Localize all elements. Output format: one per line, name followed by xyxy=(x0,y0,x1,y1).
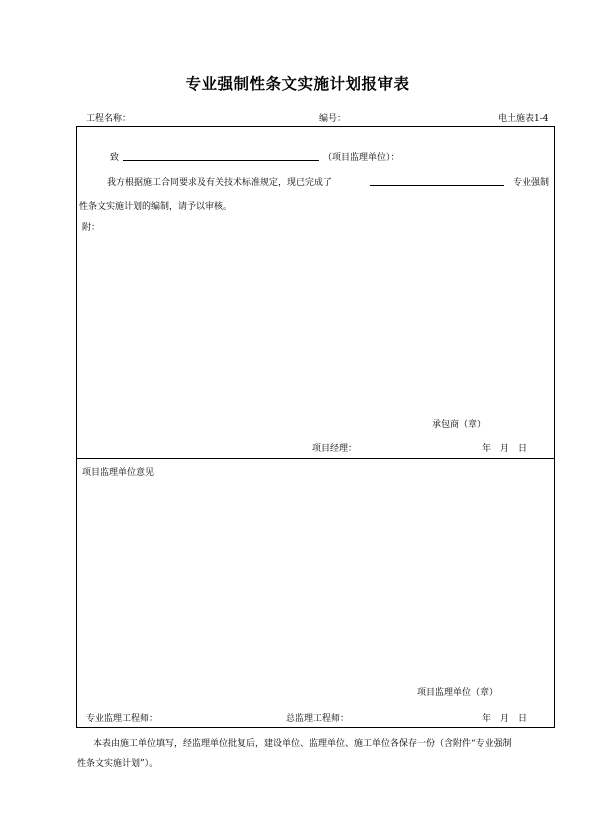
contractor-seal-label: 承包商（章） xyxy=(432,420,487,430)
project-manager-label: 项目经理： xyxy=(312,444,358,454)
supervision-opinion-label: 项目监理单位意见 xyxy=(82,468,155,478)
footnote-line2: 性条文实施计划”）。 xyxy=(77,759,159,769)
submission-body-line1-tail: 专业强制 xyxy=(513,178,550,188)
project-name-label: 工程名称： xyxy=(86,114,132,124)
specialist-engineer-label: 专业监理工程师： xyxy=(86,714,159,724)
review-form-table xyxy=(76,126,555,728)
recipient-suffix: （项目监理单位）： xyxy=(323,153,400,163)
attachment-label: 附： xyxy=(82,223,101,233)
form-code: 电土施表1-4 xyxy=(498,114,549,124)
review-date-label: 年 月 日 xyxy=(482,714,528,724)
chief-engineer-label: 总监理工程师： xyxy=(286,714,350,724)
serial-number-label: 编号： xyxy=(319,114,347,124)
specialty-blank[interactable] xyxy=(370,185,504,186)
recipient-blank[interactable] xyxy=(123,160,319,161)
submission-body-line1: 我方根据施工合同要求及有关技术标准规定，现已完成了 xyxy=(107,178,333,188)
supervisor-seal-label: 项目监理单位（章） xyxy=(417,688,499,698)
section-divider xyxy=(77,458,554,459)
submission-date-label: 年 月 日 xyxy=(482,444,528,454)
submission-body-line2: 性条文实施计划的编制，请予以审核。 xyxy=(79,202,233,212)
footnote-line1: 本表由施工单位填写，经监理单位批复后，建设单位、监理单位、施工单位各保存一份（含附件“专业强制 xyxy=(93,739,512,749)
to-prefix: 致 xyxy=(110,153,120,163)
form-title: 专业强制性条文实施计划报审表 xyxy=(185,75,410,93)
